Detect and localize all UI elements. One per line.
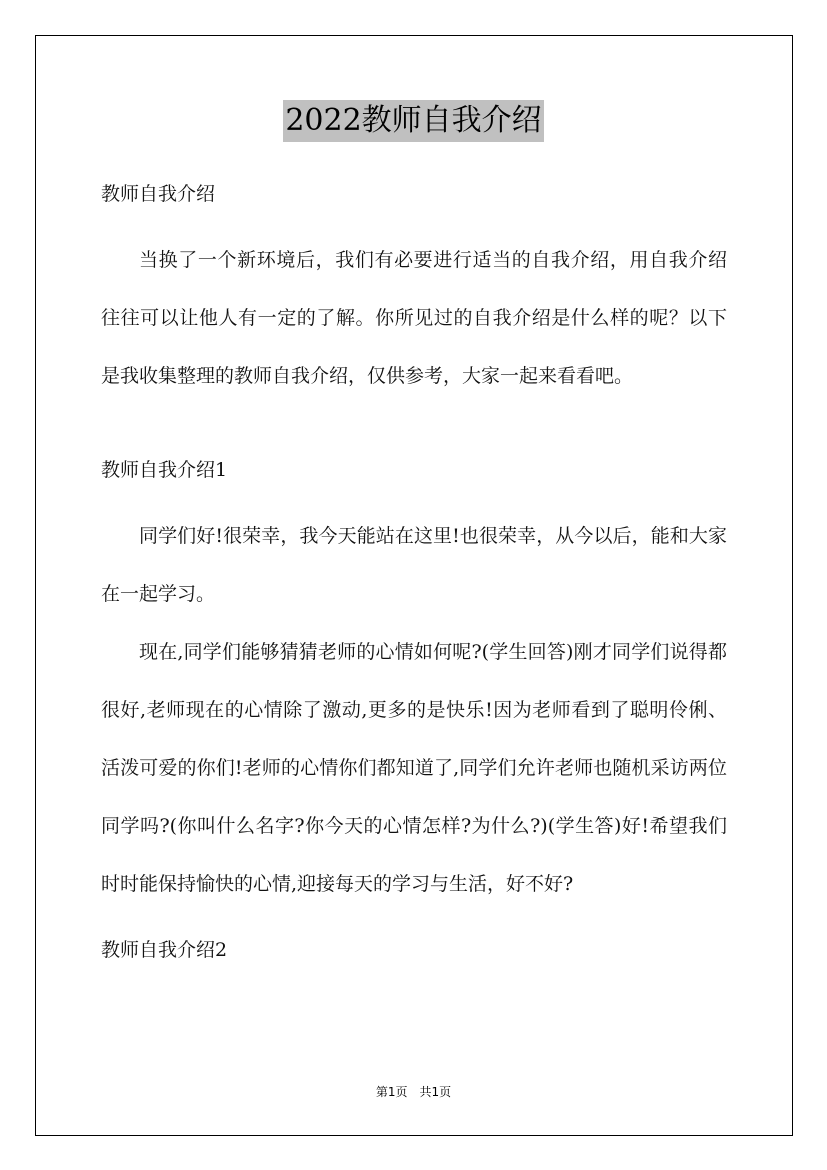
section-heading: 教师自我介绍1 (101, 459, 228, 481)
document-body (101, 175, 727, 987)
paragraph: 同学们好!很荣幸，我今天能站在这里!也很荣幸，从今以后，能和大家在一起学习。 (101, 525, 727, 605)
paragraph: 当换了一个新环境后，我们有必要进行适当的自我介绍，用自我介绍往往可以让他人有一定的了解。你所见过的自我介绍是什么样的呢？以下是我收集整理的教师自我介绍，仅供参考，大家一起来看看吧。 (101, 249, 727, 387)
paragraph: 现在,同学们能够猜猜老师的心情如何呢?(学生回答)刚才同学们说得都很好,老师现在的心情除了激动,更多的是快乐!因为老师看到了聪明伶俐、活泼可爱的你们!老师的心情你们都知道了,同学们允许老师也随机采访两位同学吗?(你叫什么名字?你今天的心情怎样?为什么?)(学生答)好!希望我们时时能保持愉快的心情,迎接每天的学习与生活，好不好? (101, 641, 727, 895)
page-footer: 第1页 共1页 (375, 1085, 452, 1099)
section-heading: 教师自我介绍2 (101, 939, 228, 961)
section-heading: 教师自我介绍 (101, 183, 216, 205)
spacer (101, 405, 727, 451)
title-container (0, 100, 827, 142)
document-title: 2022教师自我介绍 (283, 100, 543, 142)
